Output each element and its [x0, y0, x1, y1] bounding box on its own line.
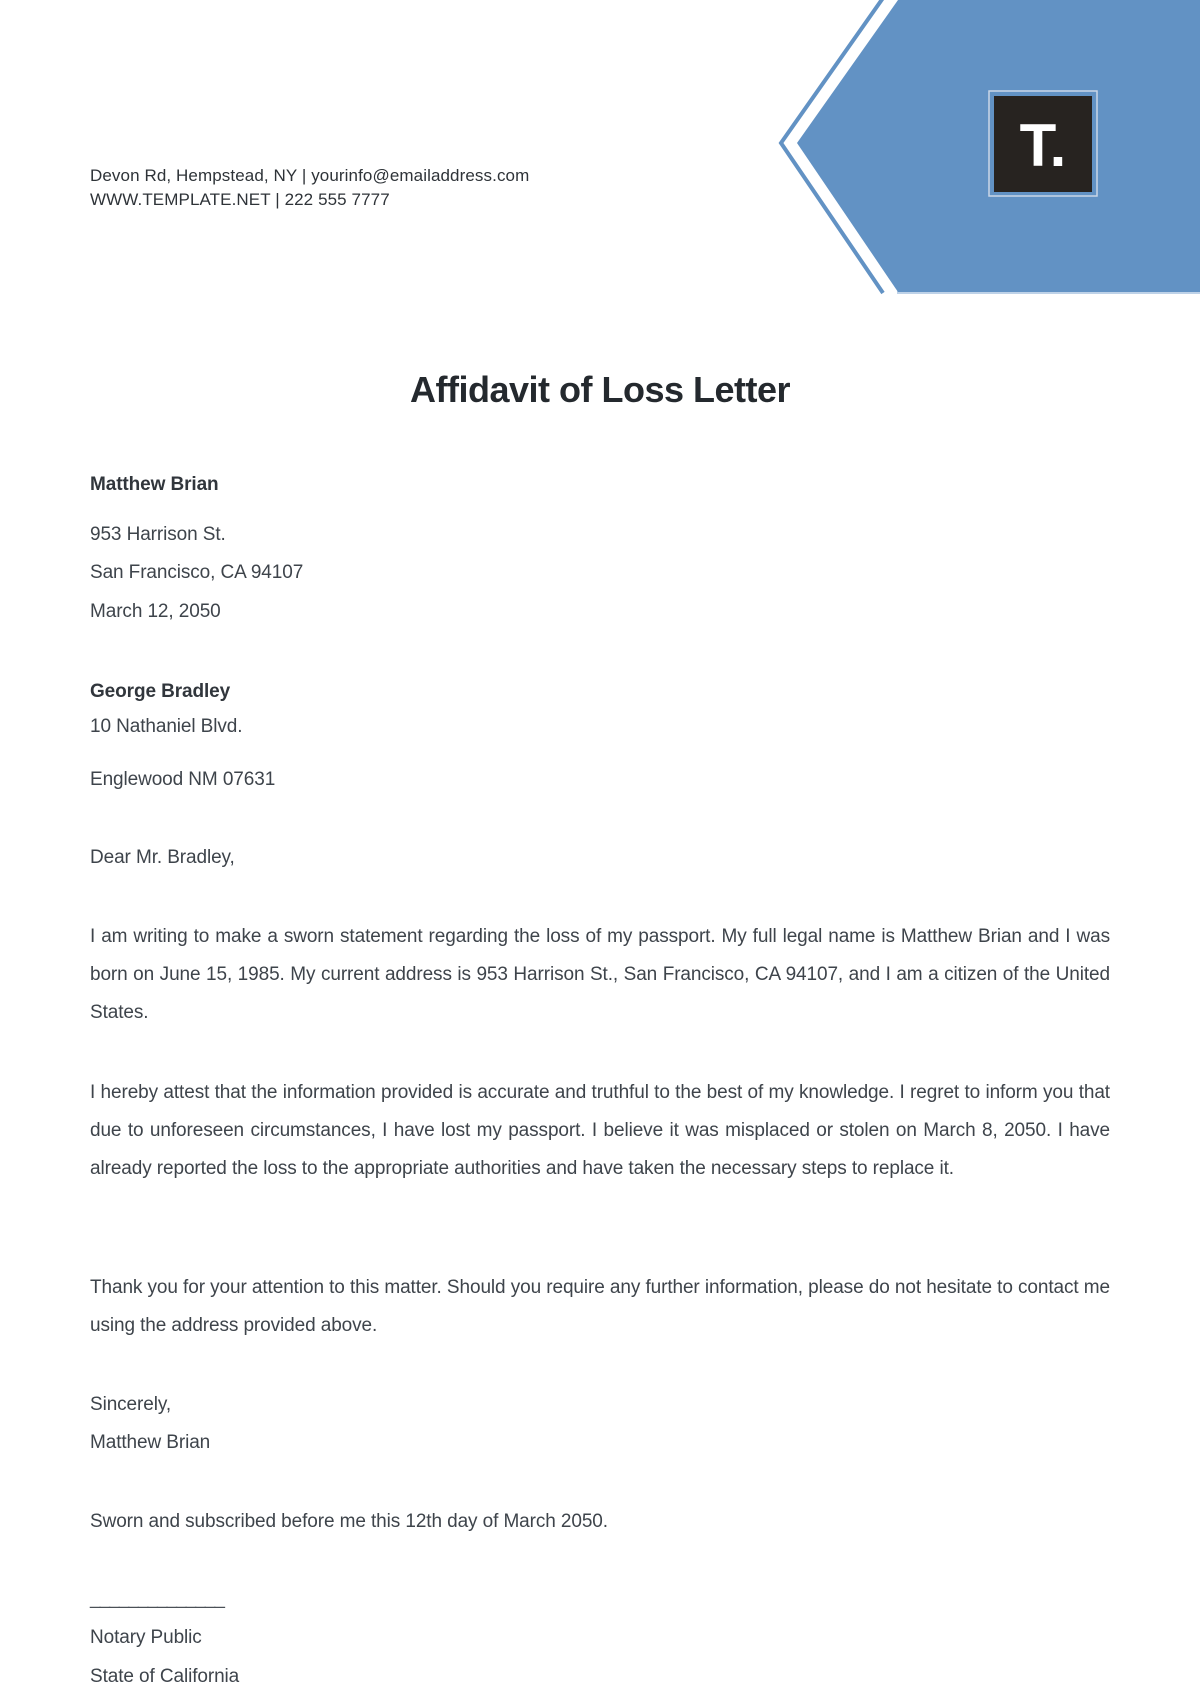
- body-paragraph-3: Thank you for your attention to this matter. Should you require any further information, please do not hesitate to contact me using the address provided above.: [90, 1277, 1110, 1336]
- header-contact-block: [90, 164, 529, 212]
- brand-banner: [700, 0, 1200, 296]
- template-logo-icon: T.: [1019, 112, 1067, 179]
- valediction: Sincerely,: [90, 1394, 172, 1415]
- header-contact-line1: Devon Rd, Hempstead, NY | yourinfo@emailaddress.com: [90, 166, 530, 185]
- sender-name: Matthew Brian: [90, 474, 219, 495]
- body-paragraph-1: I am writing to make a sworn statement regarding the loss of my passport. My full legal name is Matthew Brian and I was born on June 15, 1985. My current address is 953 Harrison St., San Francisco, CA 94107, and I am a citizen of the United States.: [90, 926, 1110, 1023]
- sender-address-line1: 953 Harrison St.: [90, 524, 226, 545]
- recipient-address-line2: Englewood NM 07631: [90, 769, 276, 790]
- recipient-name: George Bradley: [90, 681, 231, 702]
- notary-title: Notary Public: [90, 1627, 202, 1648]
- signature-name: Matthew Brian: [90, 1432, 211, 1453]
- header-contact-line2: WWW.TEMPLATE.NET | 222 555 7777: [90, 190, 390, 209]
- notary-signature-line: ______________: [90, 1588, 224, 1609]
- notary-state: State of California: [90, 1666, 240, 1687]
- salutation: Dear Mr. Bradley,: [90, 847, 235, 868]
- sender-address-line2: San Francisco, CA 94107: [90, 562, 304, 583]
- body-paragraph-2: I hereby attest that the information provided is accurate and truthful to the best of my knowledge. I regret to inform you that due to unforeseen circumstances, I have lost my passport. I believe it was misplaced or stolen on March 8, 2050. I have already reported the loss to the appropriate authorities and have taken the necessary steps to replace it.: [90, 1082, 1110, 1179]
- attestation-statement: Sworn and subscribed before me this 12th day of March 2050.: [90, 1511, 608, 1532]
- page-title: Affidavit of Loss Letter: [409, 369, 791, 410]
- letter-date: March 12, 2050: [90, 601, 221, 622]
- recipient-address-line1: 10 Nathaniel Blvd.: [90, 716, 243, 737]
